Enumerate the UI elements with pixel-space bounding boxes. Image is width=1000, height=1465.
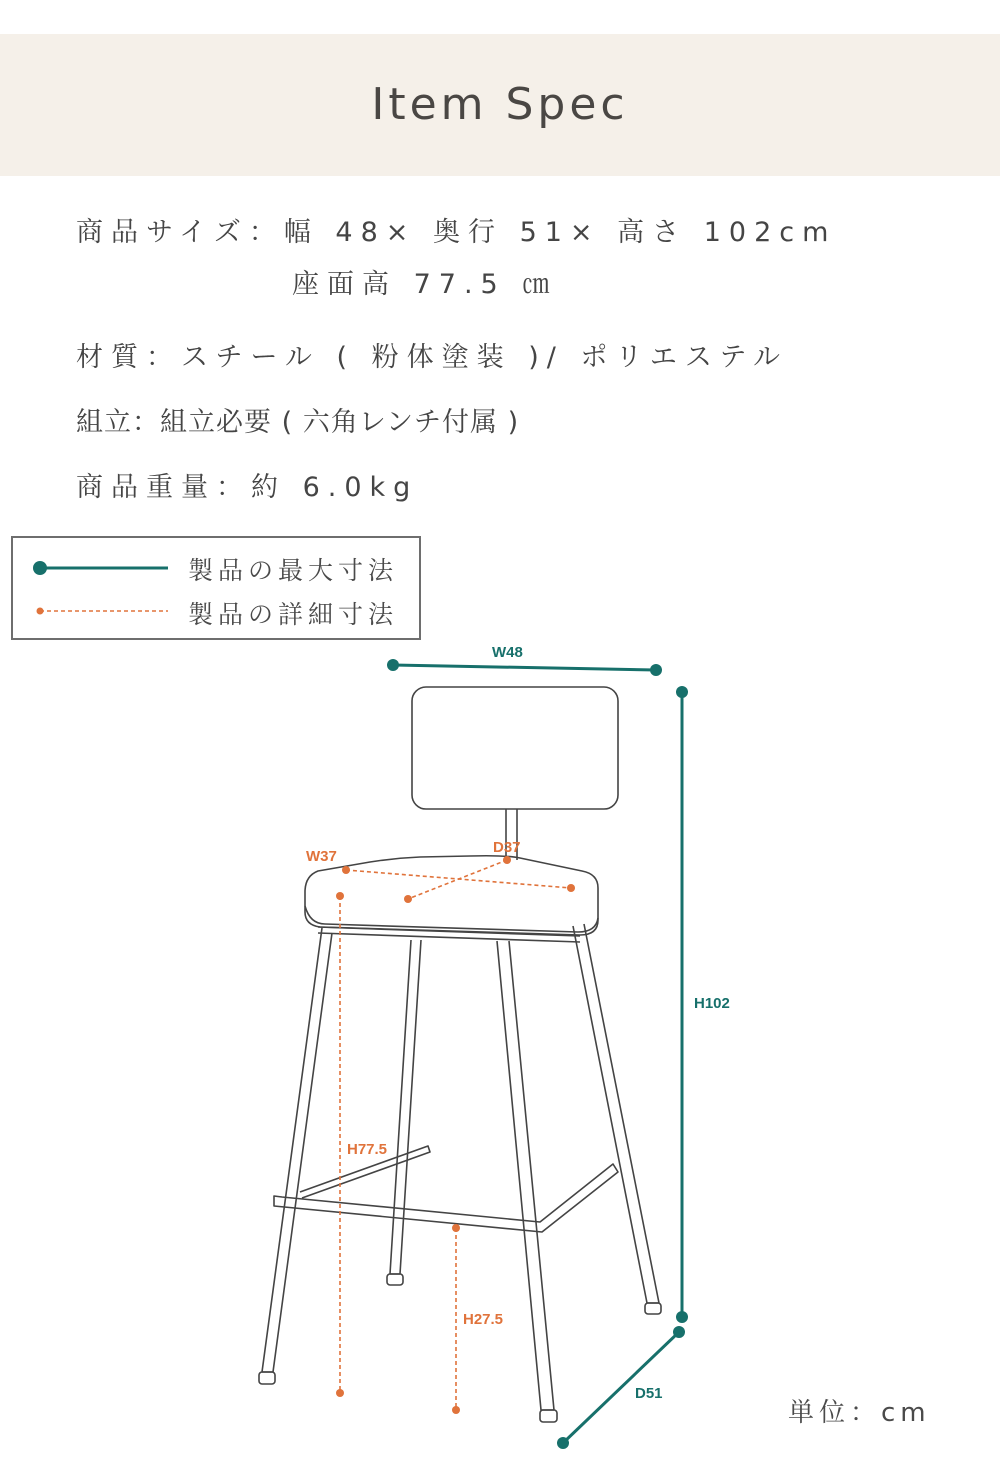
label-width: W48 [492,644,523,661]
dim-depth [557,1326,685,1449]
stool-drawing [259,687,661,1422]
label-seat-width: W37 [306,848,337,865]
legend-detail-label: 製品の詳細寸法 [188,600,399,629]
unit-label: 単位：cm [788,1398,931,1428]
spec-material: 材質：スチール ( 粉体塗装 )/ ポリエステル [76,342,788,373]
spec-assembly: 組立：組立必要 ( 六角レンチ付属 ) [76,407,520,438]
spec-weight: 商品重量：約 6.0kg [76,472,419,503]
label-seat-depth: D37 [493,839,521,856]
page-title: Item Spec [371,79,629,130]
legend-max-label: 製品の最大寸法 [188,556,399,585]
leg-back-right [573,924,659,1303]
label-footrest-height: H27.5 [463,1311,504,1328]
dim-seat-depth [408,860,507,899]
leg-front-left [262,928,332,1372]
label-depth: D51 [635,1385,663,1402]
legend-max-marker [33,561,168,575]
leg-front-right [497,941,554,1410]
backrest [412,687,618,809]
dim-width [387,659,662,676]
spec-seat-height: 座面高 77.5 ㎝ [292,269,558,300]
dim-height [676,686,688,1323]
label-height: H102 [694,995,730,1012]
spec-size: 商品サイズ：幅 48× 奥行 51× 高さ 102cm [76,217,837,248]
leg-back-left [390,940,421,1274]
label-seat-height: H77.5 [347,1141,388,1158]
legend-detail-marker [37,608,169,615]
footrest [274,1164,618,1232]
